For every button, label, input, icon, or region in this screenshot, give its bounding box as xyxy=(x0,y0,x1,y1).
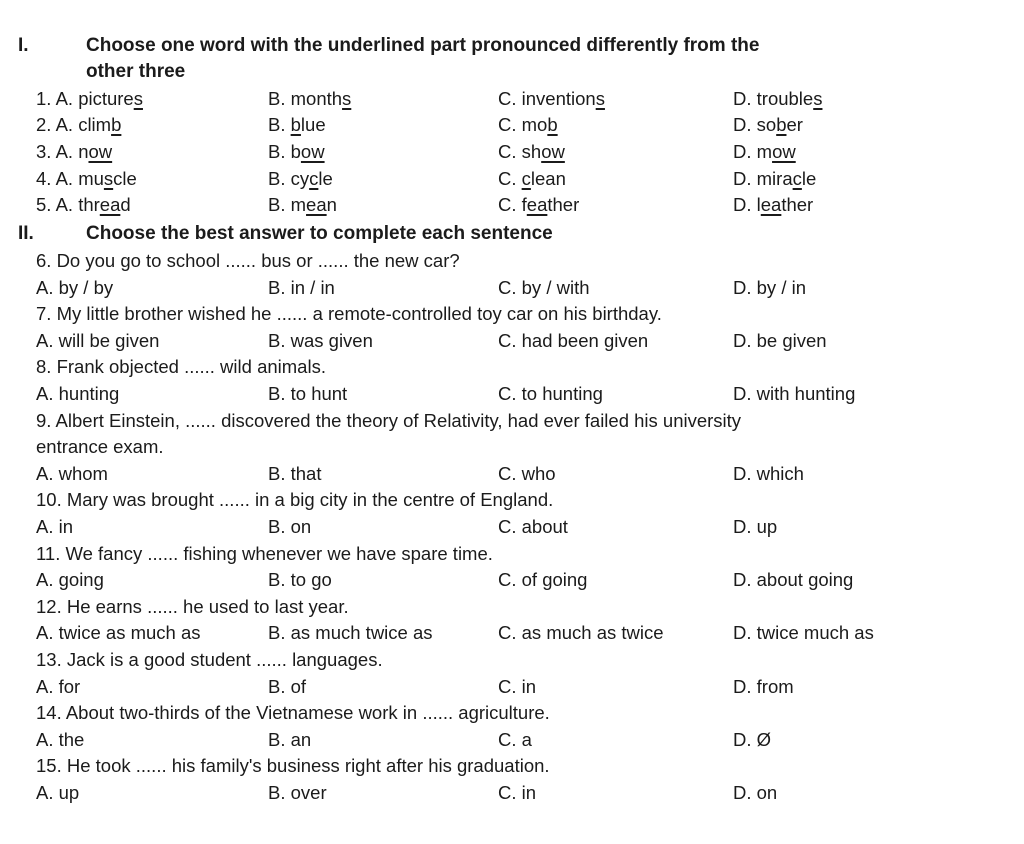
question-15-option-d[interactable]: D. on xyxy=(733,782,778,803)
question-8-option-b[interactable]: B. to hunt xyxy=(268,383,348,404)
option-post: lean xyxy=(530,168,566,189)
option-u: s xyxy=(103,168,114,189)
question-8-text: 8. Frank objected ...... wild animals. xyxy=(36,356,326,377)
option-post: ther xyxy=(781,194,814,215)
option-letter: B. xyxy=(268,194,286,215)
section-1-numeral: I. xyxy=(18,35,29,56)
option-u: s xyxy=(595,88,605,109)
option-post: n xyxy=(326,194,337,215)
option-pre: trouble xyxy=(756,88,814,109)
pronunciation-item-5-option-a xyxy=(36,192,131,218)
option-pre: thr xyxy=(78,194,100,215)
question-7-text: 7. My little brother wished he ...... a remote-controlled toy car on his birthday. xyxy=(36,303,662,324)
pronunciation-item-1-option-d xyxy=(733,86,822,112)
option-u: c xyxy=(792,168,802,189)
option-num: 3. xyxy=(36,141,52,162)
option-pre: mu xyxy=(78,168,104,189)
option-pre: mira xyxy=(756,168,793,189)
pronunciation-item-3-option-a xyxy=(36,139,112,165)
option-pre: l xyxy=(756,194,761,215)
question-15-text: 15. He took ...... his family's business right after his graduation. xyxy=(36,755,550,776)
option-letter: C. xyxy=(498,141,517,162)
question-8-option-a[interactable]: A. hunting xyxy=(36,383,120,404)
option-u: ea xyxy=(306,194,327,215)
question-6-option-d[interactable]: D. by / in xyxy=(733,277,806,298)
option-pre: m xyxy=(756,141,773,162)
pronunciation-item-4-option-c xyxy=(498,166,566,192)
pronunciation-item-1-option-c xyxy=(498,86,605,112)
option-letter: B. xyxy=(268,114,286,135)
option-pre: m xyxy=(290,194,307,215)
pronunciation-item-1-option-b xyxy=(268,86,351,112)
question-10-option-d[interactable]: D. up xyxy=(733,516,778,537)
option-post: d xyxy=(120,194,131,215)
question-15-option-a[interactable]: A. up xyxy=(36,782,80,803)
option-letter: C. xyxy=(498,114,517,135)
option-u: ea xyxy=(760,194,782,215)
option-u: b xyxy=(290,114,301,135)
option-num: 4. xyxy=(36,168,52,189)
pronunciation-item-1-option-a xyxy=(36,86,143,112)
option-num: 1. xyxy=(36,88,52,109)
question-10-option-b[interactable]: B. on xyxy=(268,516,312,537)
question-14-option-d[interactable]: D. Ø xyxy=(733,729,772,750)
option-pre: picture xyxy=(78,88,134,109)
pronunciation-item-4-option-b xyxy=(268,166,333,192)
question-7-option-d[interactable]: D. be given xyxy=(733,330,827,351)
question-14-text: 14. About two-thirds of the Vietnamese work in ...... agriculture. xyxy=(36,702,550,723)
option-post: cle xyxy=(113,168,137,189)
option-u: s xyxy=(342,88,352,109)
option-u: ea xyxy=(526,194,548,215)
question-10-option-a[interactable]: A. in xyxy=(36,516,74,537)
pronunciation-item-2-option-d xyxy=(733,112,803,138)
option-u: ow xyxy=(541,141,565,162)
question-12-text: 12. He earns ...... he used to last year. xyxy=(36,596,349,617)
option-letter: A. xyxy=(55,114,74,135)
option-u: b xyxy=(776,114,787,135)
option-post: er xyxy=(786,114,803,135)
question-15-option-b[interactable]: B. over xyxy=(268,782,327,803)
question-13-option-b[interactable]: B. of xyxy=(268,676,307,697)
pronunciation-item-5-option-b xyxy=(268,192,337,218)
question-10-text: 10. Mary was brought ...... in a big city in the centre of England. xyxy=(36,489,554,510)
option-num: 5. xyxy=(36,194,52,215)
option-u: ow xyxy=(300,141,325,162)
option-u: c xyxy=(521,168,531,189)
option-pre: month xyxy=(290,88,343,109)
question-6-option-b[interactable]: B. in / in xyxy=(268,277,335,298)
question-12-option-d[interactable]: D. twice much as xyxy=(733,622,874,643)
question-6-option-a[interactable]: A. by / by xyxy=(36,277,114,298)
option-letter: C. xyxy=(498,194,517,215)
option-post: ther xyxy=(547,194,580,215)
pronunciation-item-3-option-c xyxy=(498,139,565,165)
question-13-option-d[interactable]: D. from xyxy=(733,676,794,697)
option-pre: so xyxy=(756,114,777,135)
option-letter: D. xyxy=(733,194,752,215)
option-u: ow xyxy=(772,141,796,162)
pronunciation-item-3-option-b xyxy=(268,139,325,165)
option-u: ea xyxy=(99,194,121,215)
option-pre: clim xyxy=(78,114,112,135)
question-9-option-c[interactable]: C. who xyxy=(498,463,556,484)
question-8-option-c[interactable]: C. to hunting xyxy=(498,383,603,404)
question-6-option-c[interactable]: C. by / with xyxy=(498,277,590,298)
section-1-title-line1: Choose one word with the underlined part pronounced differently from the xyxy=(86,35,760,56)
question-11-option-d[interactable]: D. about going xyxy=(733,569,854,590)
pronunciation-item-2-option-b xyxy=(268,112,326,138)
question-9-option-b[interactable]: B. that xyxy=(268,463,322,484)
option-u: b xyxy=(111,114,122,135)
question-13-option-a[interactable]: A. for xyxy=(36,676,81,697)
option-post: le xyxy=(801,168,817,189)
pronunciation-item-5-option-d xyxy=(733,192,813,218)
option-letter: C. xyxy=(498,168,517,189)
question-12-option-a[interactable]: A. twice as much as xyxy=(36,622,201,643)
question-11-option-a[interactable]: A. going xyxy=(36,569,104,590)
section-2-title: Choose the best answer to complete each sentence xyxy=(86,223,553,244)
question-7-option-c[interactable]: C. had been given xyxy=(498,330,649,351)
option-post: lue xyxy=(300,114,326,135)
question-10-option-c[interactable]: C. about xyxy=(498,516,568,537)
question-8-option-d[interactable]: D. with hunting xyxy=(733,383,856,404)
option-pre: invention xyxy=(521,88,596,109)
option-letter: D. xyxy=(733,168,752,189)
question-9-option-a[interactable]: A. whom xyxy=(36,463,108,484)
option-u: s xyxy=(133,88,143,109)
pronunciation-item-4-option-d xyxy=(733,166,816,192)
option-num: 2. xyxy=(36,114,52,135)
question-6-text: 6. Do you go to school ...... bus or ...... the new car? xyxy=(36,250,460,271)
question-9-text-continued: entrance exam. xyxy=(36,436,164,457)
option-letter: B. xyxy=(268,168,286,189)
question-9-text: 9. Albert Einstein, ...... discovered the theory of Relativity, had ever failed his university xyxy=(36,410,742,431)
option-letter: A. xyxy=(55,194,74,215)
question-13-option-c[interactable]: C. in xyxy=(498,676,537,697)
option-letter: D. xyxy=(733,141,752,162)
pronunciation-item-2-option-c xyxy=(498,112,558,138)
question-11-option-c[interactable]: C. of going xyxy=(498,569,588,590)
option-post: le xyxy=(318,168,333,189)
question-7-option-a[interactable]: A. will be given xyxy=(36,330,160,351)
option-letter: C. xyxy=(498,88,517,109)
option-letter: D. xyxy=(733,114,752,135)
question-11-option-b[interactable]: B. to go xyxy=(268,569,332,590)
option-letter: A. xyxy=(55,168,74,189)
question-12-option-c[interactable]: C. as much as twice xyxy=(498,622,664,643)
pronunciation-item-5-option-c xyxy=(498,192,579,218)
question-14-option-c[interactable]: C. a xyxy=(498,729,532,750)
option-pre: mo xyxy=(521,114,548,135)
option-u: s xyxy=(813,88,823,109)
pronunciation-item-2-option-a xyxy=(36,112,121,138)
option-letter: B. xyxy=(268,141,286,162)
option-letter: A. xyxy=(55,141,74,162)
option-pre: f xyxy=(521,194,527,215)
option-u: b xyxy=(547,114,558,135)
option-pre: n xyxy=(78,141,89,162)
pronunciation-item-4-option-a xyxy=(36,166,137,192)
option-u: ow xyxy=(88,141,113,162)
question-12-option-b[interactable]: B. as much twice as xyxy=(268,622,433,643)
question-15-option-c[interactable]: C. in xyxy=(498,782,537,803)
option-letter: A. xyxy=(55,88,74,109)
section-2-numeral: II. xyxy=(18,223,34,244)
question-7-option-b[interactable]: B. was given xyxy=(268,330,373,351)
option-pre: sh xyxy=(521,141,542,162)
section-1-title-line2: other three xyxy=(86,61,186,82)
option-letter: B. xyxy=(268,88,286,109)
question-13-text: 13. Jack is a good student ...... languages. xyxy=(36,649,383,670)
question-14-option-b[interactable]: B. an xyxy=(268,729,312,750)
option-pre: b xyxy=(290,141,301,162)
option-pre: cy xyxy=(290,168,310,189)
question-11-text: 11. We fancy ...... fishing whenever we have spare time. xyxy=(36,543,493,564)
pronunciation-item-3-option-d xyxy=(733,139,796,165)
question-9-option-d[interactable]: D. which xyxy=(733,463,804,484)
option-u: c xyxy=(309,168,319,189)
question-14-option-a[interactable]: A. the xyxy=(36,729,85,750)
option-letter: D. xyxy=(733,88,752,109)
